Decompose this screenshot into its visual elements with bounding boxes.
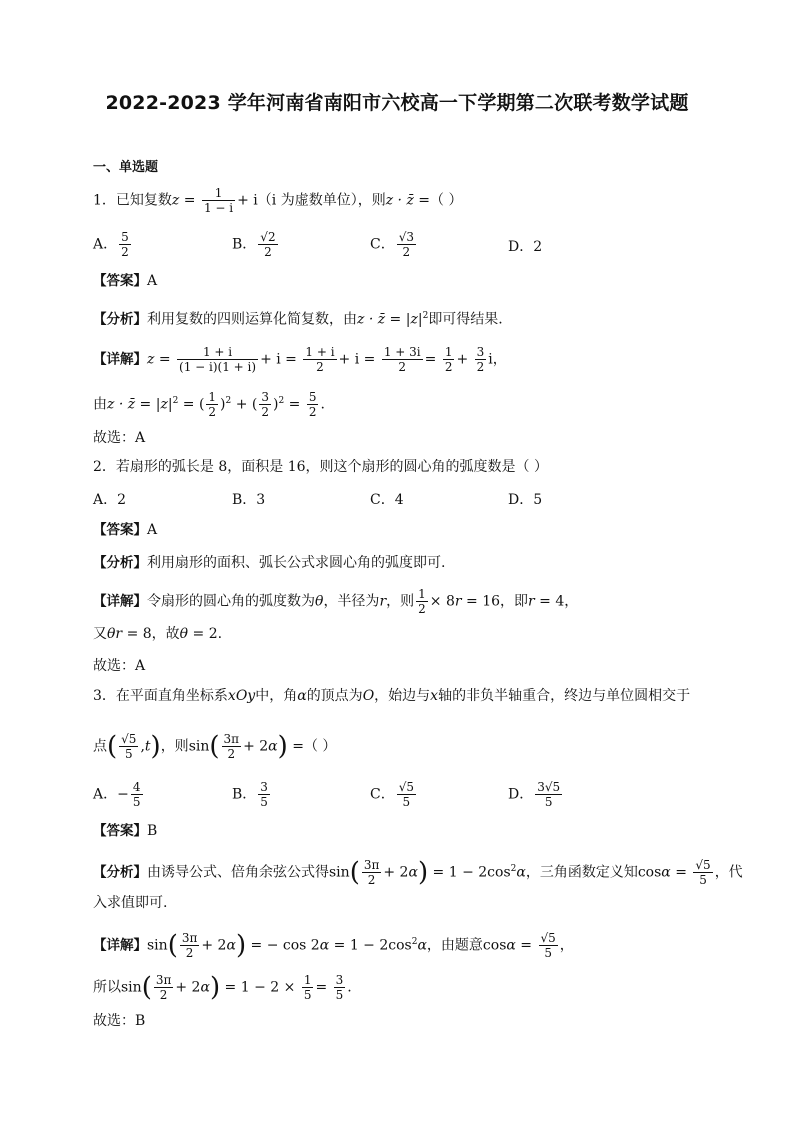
q3-choice: 故选：B xyxy=(93,1013,146,1029)
q3-option-b: B． $\frac{3}{5}$ xyxy=(232,780,268,809)
q2-option-d: D．5 xyxy=(508,492,543,508)
q2-answer: 【答案】A xyxy=(93,522,158,538)
q3-option-a: A．− $\frac{4}{5}$ xyxy=(93,780,141,809)
q1-detail-line2: 由z · z̄ = $|z|^2$ = ( $\frac{1}{2}$ )$^2$ + ( $\frac{3}{2}$ )$^2$ = $\frac{5}{2}$ . xyxy=(93,390,325,419)
document-title: 2022-2023 学年河南省南阳市六校高一下学期第二次联考数学试题 xyxy=(105,92,689,114)
q1-choice: 故选：A xyxy=(93,430,146,446)
q2-option-b: B．3 xyxy=(232,492,266,508)
q1-option-d: D．2 xyxy=(508,239,543,255)
q2-option-c: C．4 xyxy=(370,492,404,508)
q1-fraction: $\frac{1}{1 - i}$ xyxy=(203,186,234,215)
q1-option-a: A． $\frac{5}{2}$ xyxy=(93,230,129,259)
q3-answer: 【答案】B xyxy=(93,823,158,839)
q3-stem: 3．在平面直角坐标系xOy中，角α的顶点为O，始边与x轴的非负半轴重合，终边与单位圆相交于 xyxy=(93,688,691,704)
q1-option-c: C． $\frac{√3}{2}$ xyxy=(370,230,414,259)
q3-option-c: C． $\frac{√5}{5}$ xyxy=(370,780,414,809)
q2-analysis: 【分析】利用扇形的面积、弧长公式求圆心角的弧度即可. xyxy=(93,555,446,571)
q1-stem-text: 1．已知复数 xyxy=(93,192,172,209)
q1-analysis: 【分析】利用复数的四则运算化简复数，由z · z̄ = $|z|^2$即可得结果. xyxy=(93,311,503,328)
q2-option-a: A．2 xyxy=(93,492,127,508)
q3-detail: 【详解】sin( $\frac{3\pi}{2}$ + 2α) = − $\cos 2\alpha = 1 - 2\cos^2\alpha$，由题意cosα = $\frac{√5}{5}$ ， xyxy=(93,930,574,961)
q3-stem-line2: 点( $\frac{√5}{5}$ ,t)，则sin( $\frac{3\pi}{2}$ + 2α) =（ ） xyxy=(93,731,337,762)
q2-detail: 【详解】令扇形的圆心角的弧度数为θ，半径为r，则 $\frac{1}{2}$ × 8r = 16，即r = 4， xyxy=(93,587,579,616)
q1-stem: 1．已知复数z = $\frac{1}{1 - i}$ + i（i 为虚数单位），则z · z̄ =（ ） xyxy=(93,186,463,215)
q3-analysis: 【分析】由诱导公式、倍角余弦公式得sin( $\frac{3\pi}{2}$ + $2\alpha) = 1 - 2\cos^2\alpha$，三角函数定义知cosα = $\frac{√5}{5}$ ，代 xyxy=(93,857,743,888)
q1-detail: 【详解】z = $\frac{1 + i}{(1 - i)(1 + i)}$ + i = $\frac{1 + i}{2}$ + i = $\frac{1 + 3i}{2}$ = $\frac{1}{2}$ + $\frac{3}{2}$ i， xyxy=(93,345,507,374)
q1-stem-end: （ ） xyxy=(430,192,463,209)
q1-answer: 【答案】A xyxy=(93,273,158,289)
q1-option-b: B． $\frac{√2}{2}$ xyxy=(232,230,276,259)
q1-stem-mid: （i 为虚数单位），则 xyxy=(257,192,386,209)
q2-stem: 2．若扇形的弧长是 8，面积是 16，则这个扇形的圆心角的弧度数是（ ） xyxy=(93,459,548,475)
q3-analysis-line2: 入求值即可. xyxy=(93,895,168,911)
q2-choice: 故选：A xyxy=(93,658,146,674)
section-heading: 一、单选题 xyxy=(93,160,159,175)
q3-detail-line2: 所以sin( $\frac{3\pi}{2}$ + 2α) = 1 − 2 × $\frac{1}{5}$ = $\frac{3}{5}$ . xyxy=(93,972,352,1003)
q3-option-d: D． $\frac{3√5}{5}$ xyxy=(508,780,561,809)
q2-detail-line2: 又θr = 8，故θ = 2. xyxy=(93,626,223,642)
